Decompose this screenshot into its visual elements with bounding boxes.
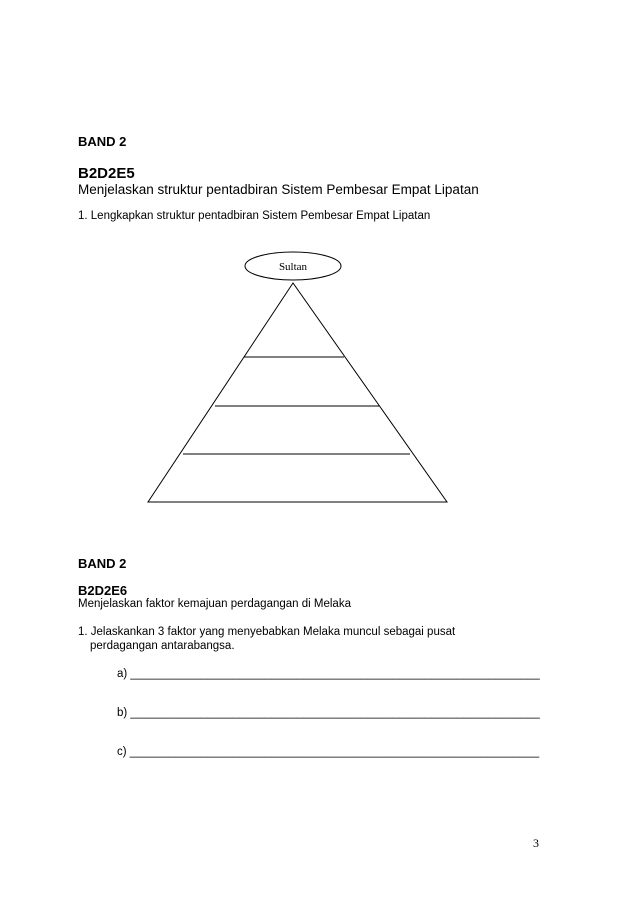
section2-description: Menjelaskan faktor kemajuan perdagangan di Melaka: [78, 598, 351, 610]
page-number: 3: [533, 836, 539, 850]
section2-code: B2D2E6: [78, 583, 128, 598]
answer-line-a[interactable]: a) ________________________________________________________________: [117, 668, 540, 680]
section1-band-label: BAND 2: [78, 134, 127, 149]
sultan-label: Sultan: [278, 261, 308, 273]
section2-question-line1: 1. Jelaskankan 3 faktor yang menyebabkan Melaka muncul sebagai pusat: [78, 626, 456, 638]
section1-question: 1. Lengkapkan struktur pentadbiran Sistem Pembesar Empat Lipatan: [78, 210, 431, 222]
answer-line-c[interactable]: c) ________________________________________________________________: [117, 746, 540, 758]
answer-line-b[interactable]: b) ________________________________________________________________: [117, 707, 540, 719]
section2-question-line2: perdagangan antarabangsa.: [90, 640, 235, 652]
pyramid-triangle: [148, 283, 447, 502]
section1-description: Menjelaskan struktur pentadbiran Sistem Pembesar Empat Lipatan: [78, 182, 479, 197]
section1-code: B2D2E5: [78, 165, 135, 182]
section2-band-label: BAND 2: [78, 556, 127, 571]
